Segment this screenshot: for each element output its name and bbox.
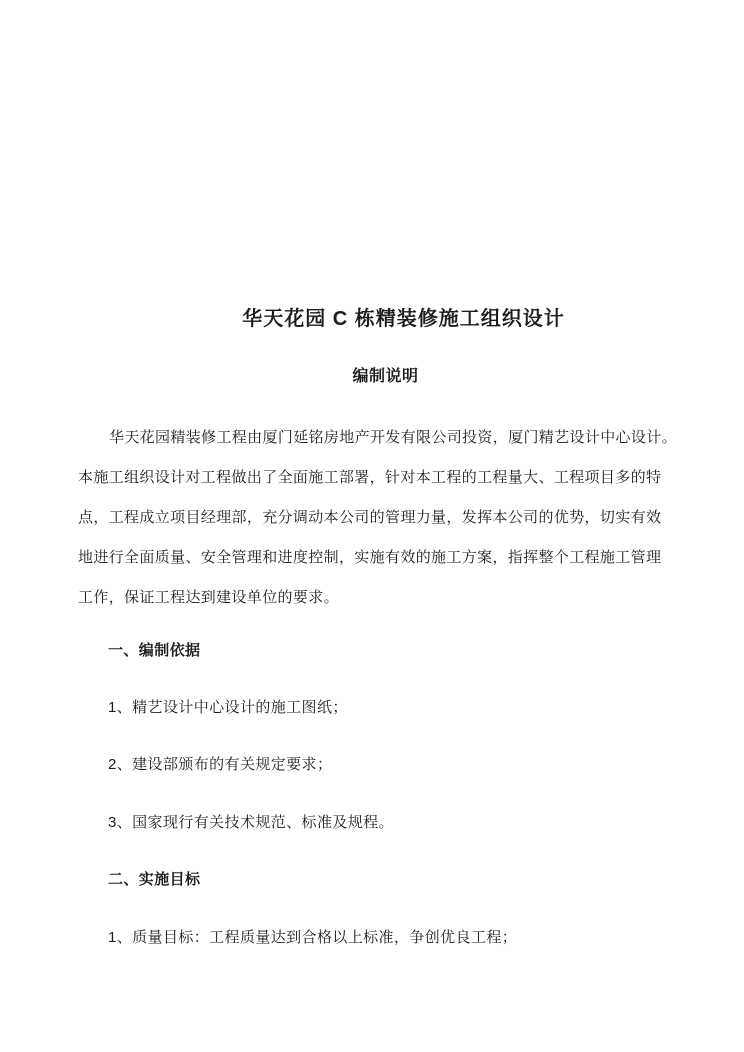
intro-line: 本施工组织设计对工程做出了全面施工部署，针对本工程的工程量大、工程项目多的特 [78,469,662,486]
page-subtitle: 编制说明 [352,368,419,385]
list-item: 2、建设部颁布的有关规定要求； [108,756,333,773]
intro-paragraph [78,418,677,618]
list-item: 3、国家现行有关技术规范、标准及规程。 [108,814,394,831]
intro-line: 工作，保证工程达到建设单位的要求。 [78,589,339,606]
intro-line: 地进行全面质量、安全管理和进度控制，实施有效的施工方案，指挥整个工程施工管理 [78,549,662,566]
section-heading-2: 二、实施目标 [108,871,201,888]
list-item: 1、精艺设计中心设计的施工图纸； [108,699,348,716]
page-title: 华天花园 C 栋精装修施工组织设计 [242,308,565,330]
intro-line: 华天花园精装修工程由厦门延铭房地产开发有限公司投资，厦门精艺设计中心设计。 [109,429,677,446]
intro-line: 点，工程成立项目经理部，充分调动本公司的管理力量，发挥本公司的优势，切实有效 [78,509,662,526]
list-item: 1、质量目标：工程质量达到合格以上标准，争创优良工程； [108,929,518,946]
section-heading-1: 一、编制依据 [108,642,201,659]
